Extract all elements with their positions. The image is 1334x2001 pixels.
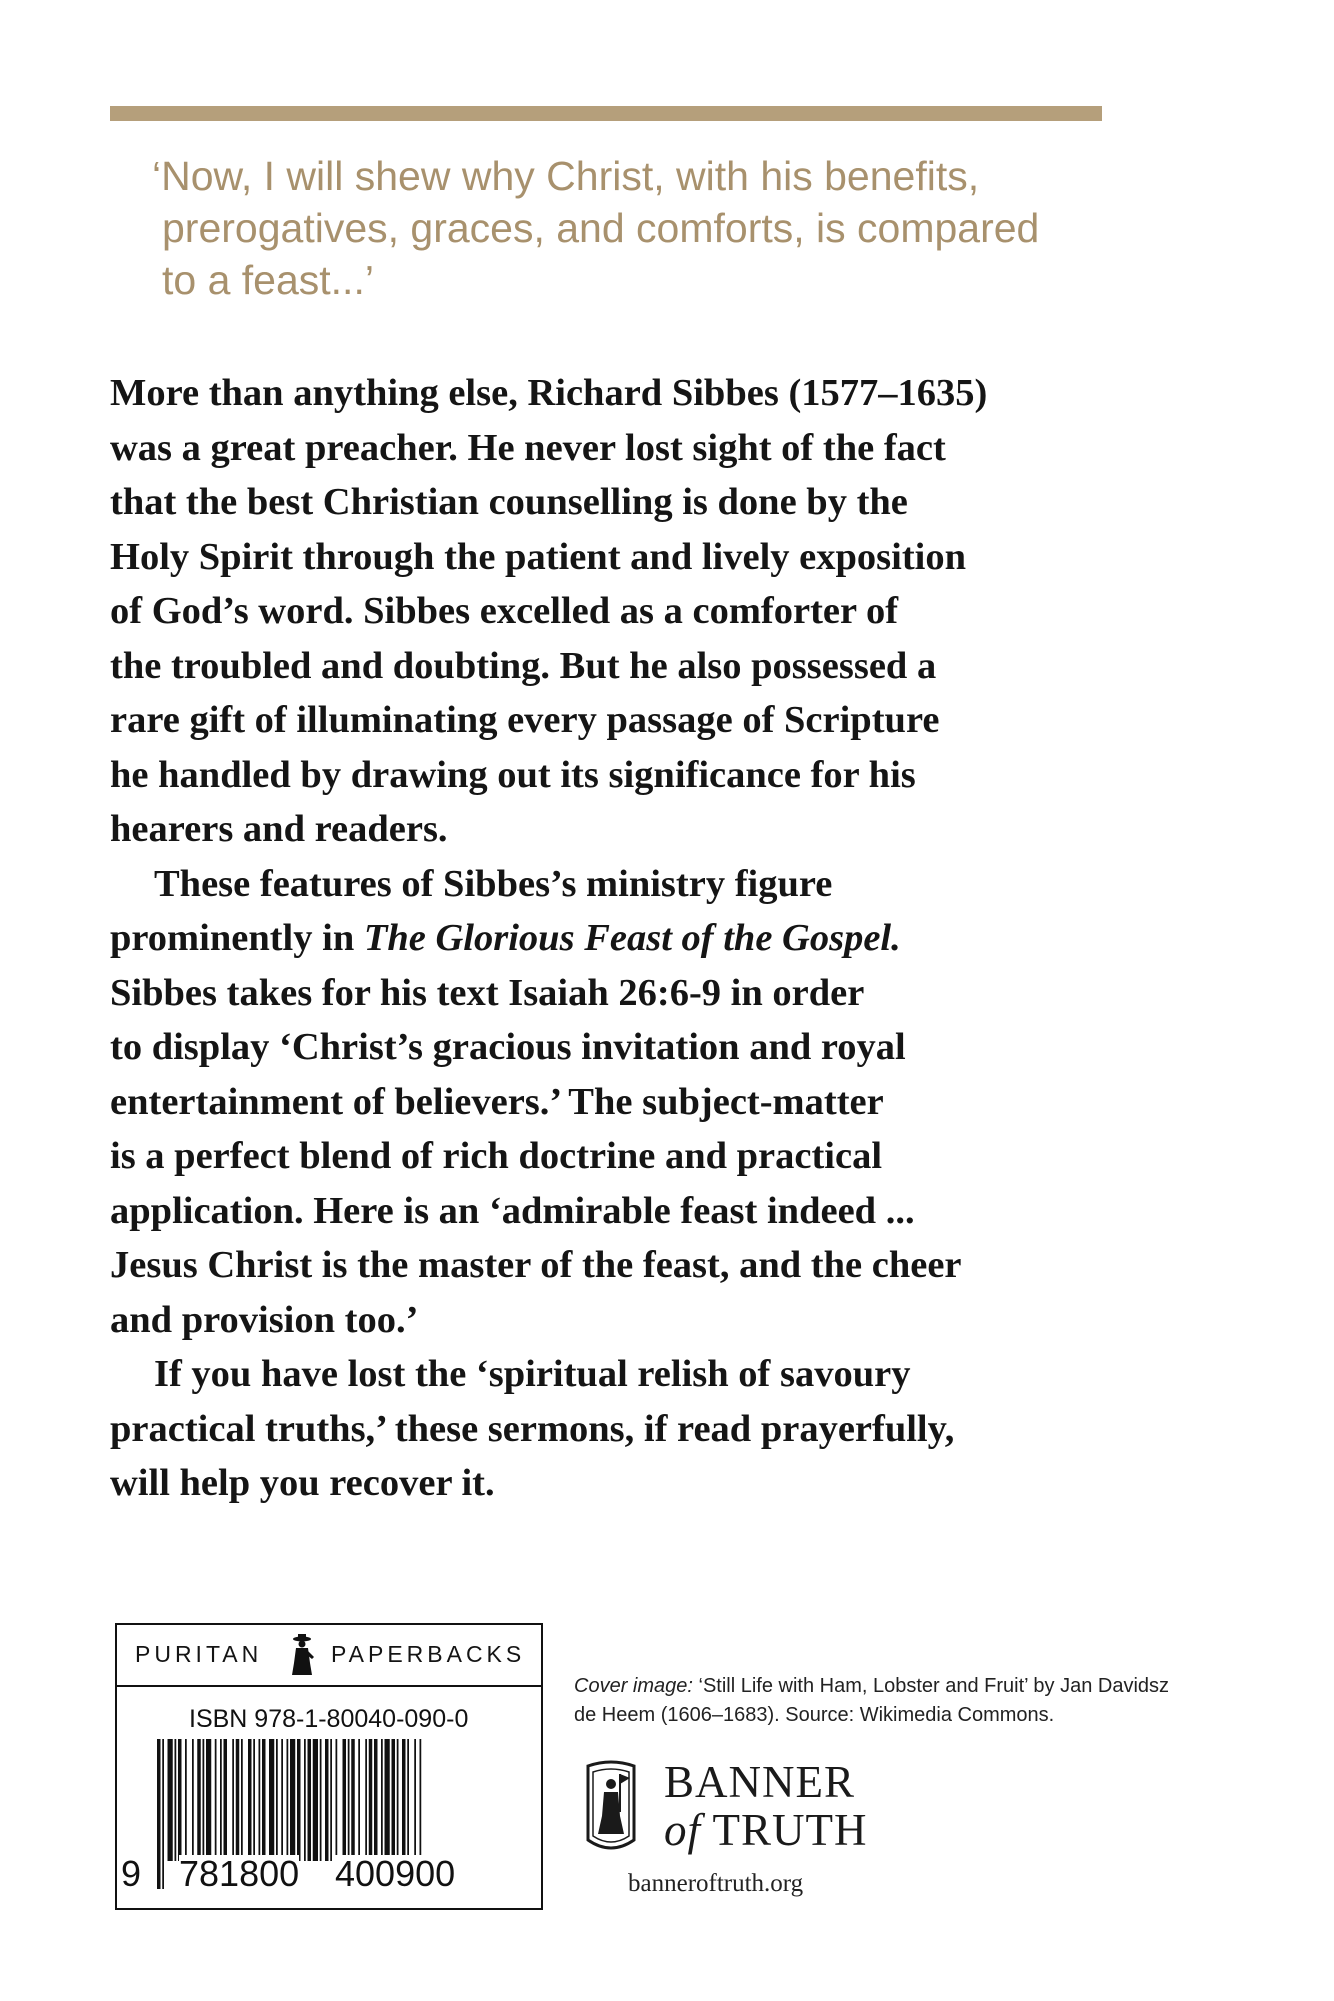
blurb-line: application. Here is an ‘admirable feast indeed ...	[110, 1189, 915, 1232]
series-name-right: PAPERBACKS	[331, 1641, 526, 1667]
barcode-bar	[325, 1739, 329, 1861]
publisher-of: of	[664, 1805, 702, 1855]
isbn-box	[115, 1623, 543, 1910]
barcode-bar	[414, 1739, 416, 1861]
barcode-bar	[385, 1739, 390, 1861]
blurb-line: he handled by drawing out its significance for his	[110, 753, 916, 796]
barcode-bar	[262, 1739, 266, 1861]
blurb-line: If you have lost the ‘spiritual relish of savoury	[154, 1353, 911, 1395]
barcode-bar	[224, 1739, 228, 1861]
barcode-bar	[162, 1739, 164, 1889]
series-label	[117, 1625, 541, 1687]
blurb-line: that the best Christian counselling is done by the	[110, 481, 908, 523]
blurb-line: practical truths,’ these sermons, if read prayerfully,	[110, 1407, 955, 1450]
credit-text: ‘Still Life with Ham, Lobster and Fruit’ by Jan Davidsz de Heem (1606–1683). Source: Wikimedia Commons.	[574, 1675, 1170, 1726]
barcode-bar	[351, 1739, 355, 1861]
banner-of-truth-logo-icon	[580, 1760, 642, 1856]
blurb-text: prominently in	[110, 917, 364, 959]
barcode-bar	[206, 1739, 211, 1861]
publisher-name-line2	[664, 1806, 867, 1854]
barcode-bar	[253, 1739, 255, 1861]
barcode-bar	[241, 1739, 243, 1861]
barcode-bar	[175, 1739, 177, 1861]
barcode-bar	[402, 1739, 406, 1861]
barcode-bar	[168, 1739, 173, 1861]
blurb-line: is a perfect blend of rich doctrine and practical	[110, 1135, 883, 1177]
credit-prefix: Cover image:	[574, 1675, 693, 1697]
barcode-bar	[343, 1739, 347, 1861]
barcode-bar	[157, 1739, 161, 1889]
publisher-name	[664, 1758, 867, 1854]
blurb-line: and provision too.’	[110, 1298, 419, 1341]
barcode-bar	[308, 1739, 312, 1861]
barcode-bar	[281, 1739, 283, 1861]
barcode-bar	[374, 1739, 378, 1861]
blurb-line: the troubled and doubting. But he also possessed a	[110, 644, 937, 687]
blurb-line: entertainment of believers.’ The subject-matter	[110, 1080, 884, 1123]
cover-credit	[574, 1672, 1174, 1730]
blurb-line: Sibbes takes for his text Isaiah 26:6-9 in order	[110, 971, 865, 1014]
publisher-truth: TRUTH	[701, 1805, 868, 1855]
barcode-bar	[259, 1739, 261, 1861]
barcode-bar	[320, 1739, 322, 1861]
publisher-url: banneroftruth.org	[628, 1870, 804, 1897]
barcode-bar	[407, 1739, 409, 1861]
barcode-bar	[232, 1739, 234, 1861]
quote-line: ‘Now, I will shew why Christ, with his benefits,	[152, 153, 980, 199]
barcode-bar	[397, 1739, 399, 1861]
barcode-bar	[236, 1739, 240, 1861]
barcode-bar	[178, 1739, 182, 1861]
quote-line: prerogatives, graces, and comforts, is compared	[162, 205, 1040, 251]
puritan-figure-icon	[288, 1633, 316, 1677]
barcode-bar	[197, 1739, 201, 1861]
barcode-digit: 781800	[179, 1853, 300, 1894]
barcode-bar	[185, 1739, 187, 1861]
barcode-bar	[203, 1739, 205, 1861]
quote-line: to a feast...’	[162, 257, 374, 303]
blurb	[110, 366, 1120, 1511]
book-title: The Glorious Feast of the Gospel.	[363, 917, 901, 959]
publisher-name-line1: BANNER	[664, 1757, 856, 1807]
barcode-bar	[304, 1739, 306, 1861]
barcode-bar	[269, 1739, 274, 1861]
barcode-bar	[313, 1739, 318, 1861]
barcode-bar	[248, 1739, 252, 1861]
barcode-bar	[330, 1739, 332, 1861]
blurb-line: Jesus Christ is the master of the feast, and the cheer	[110, 1244, 962, 1286]
blurb-line: was a great preacher. He never lost sight of the fact	[110, 426, 946, 469]
isbn-number: ISBN 978-1-80040-090-0	[189, 1705, 469, 1733]
blurb-line: will help you recover it.	[110, 1462, 495, 1504]
barcode-bar	[215, 1739, 217, 1861]
barcode-bar	[358, 1739, 360, 1861]
blurb-line: to display ‘Christ’s gracious invitation and royal	[110, 1026, 906, 1068]
barcode-digit: 9	[121, 1853, 142, 1894]
barcode-bar	[392, 1739, 396, 1861]
barcode-bar	[276, 1739, 278, 1861]
barcode-bar	[365, 1739, 367, 1861]
barcode-bar	[381, 1739, 383, 1861]
pull-quote	[152, 150, 1082, 306]
barcode-bar	[336, 1739, 338, 1861]
blurb-line	[110, 911, 1120, 966]
barcode-bar	[297, 1739, 301, 1861]
blurb-line: hearers and readers.	[110, 808, 448, 850]
blurb-line: rare gift of illuminating every passage of Scripture	[110, 699, 940, 741]
barcode-bar	[192, 1739, 194, 1861]
barcode-bar	[348, 1739, 350, 1861]
barcode-bar	[220, 1739, 222, 1861]
top-rule	[110, 106, 1102, 121]
blurb-line: Holy Spirit through the patient and lively exposition	[110, 535, 967, 578]
barcode-digit: 400900	[335, 1853, 456, 1894]
blurb-line: These features of Sibbes’s ministry figure	[154, 862, 833, 905]
series-name-left: PURITAN	[135, 1641, 263, 1667]
barcode-bar	[369, 1739, 373, 1861]
blurb-line: More than anything else, Richard Sibbes (1577–1635)	[110, 372, 988, 414]
blurb-line: of God’s word. Sibbes excelled as a comforter of	[110, 590, 899, 632]
